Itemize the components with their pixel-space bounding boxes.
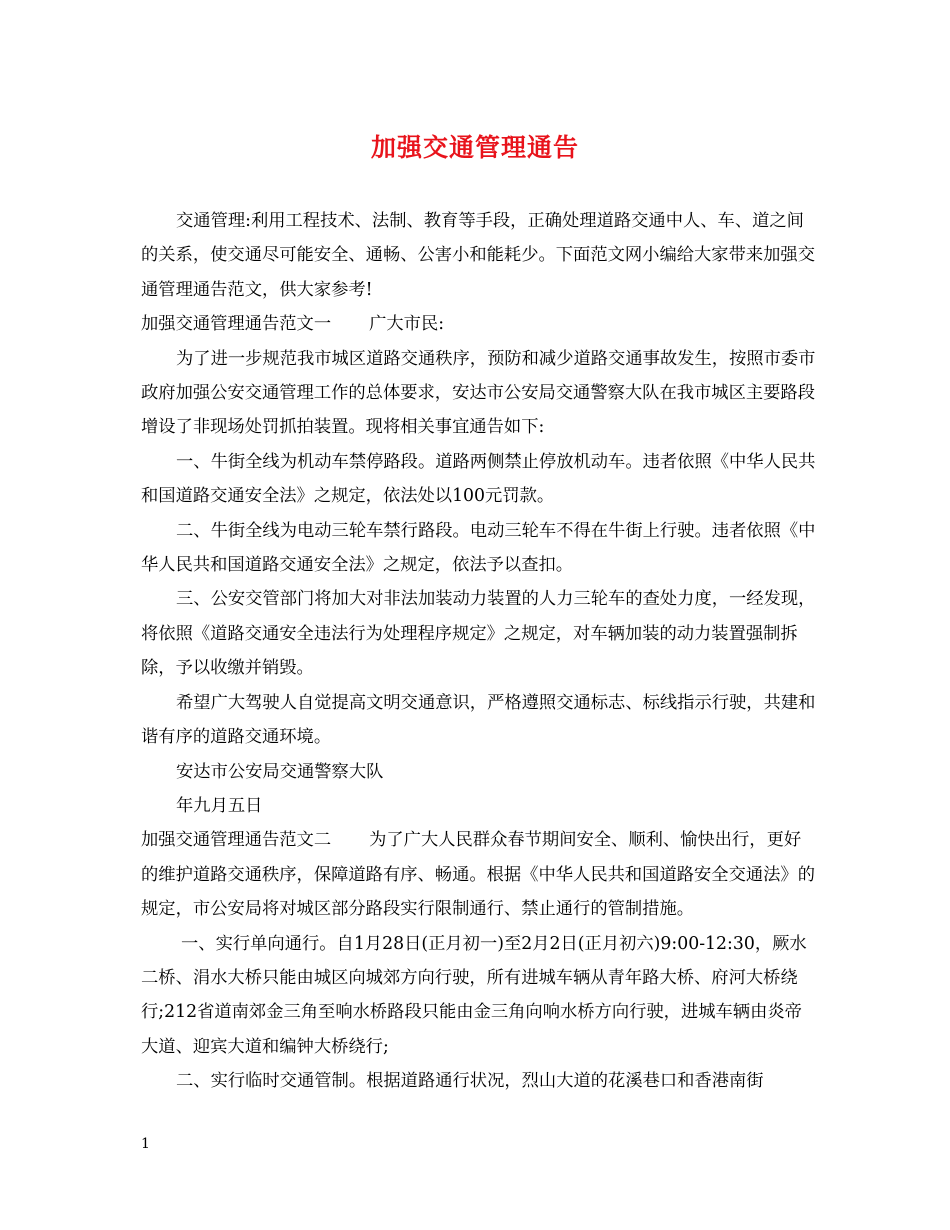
sample1-item-3: 三、公安交管部门将加大对非法加装动力装置的人力三轮车的查处力度，一经发现，将依照《道路交通安全违法行为处理程序规定》之规定，对车辆加装的动力装置强制拆除，予以收缴并销毁。 bbox=[141, 589, 816, 679]
document-title: 加强交通管理通告 bbox=[370, 133, 579, 162]
sample1-heading: 加强交通管理通告范文一 bbox=[141, 314, 332, 335]
sample1-salutation: 广大市民: bbox=[369, 314, 445, 335]
sample2-heading: 加强交通管理通告范文二 bbox=[141, 830, 332, 851]
page-number: 1 bbox=[141, 1136, 150, 1152]
sample2-item-2: 二、实行临时交通管制。根据道路通行状况，烈山大道的花溪巷口和香港南街 bbox=[176, 1071, 764, 1092]
sample1-date: 年九月五日 bbox=[176, 795, 263, 816]
sample1-item-1: 一、牛街全线为机动车禁停路段。道路两侧禁止停放机动车。违者依照《中华人民共和国道路交通安全法》之规定，依法处以100元罚款。 bbox=[141, 451, 816, 507]
sample1-heading-line bbox=[141, 307, 816, 341]
sample1-item-2: 二、牛街全线为电动三轮车禁行路段。电动三轮车不得在牛街上行驶。违者依照《中华人民共和国道路交通安全法》之规定，依法予以查扣。 bbox=[141, 520, 816, 576]
document-body bbox=[141, 204, 816, 1099]
sample1-paragraph: 为了进一步规范我市城区道路交通秩序，预防和减少道路交通事故发生，按照市委市政府加强公安交通管理工作的总体要求，安达市公安局交通警察大队在我市城区主要路段增设了非现场处罚抓拍装置。现将相关事宜通告如下: bbox=[141, 348, 816, 438]
sample2-lead-paragraph bbox=[141, 823, 816, 926]
sample1-closing: 希望广大驾驶人自觉提高文明交通意识，严格遵照交通标志、标线指示行驶，共建和谐有序的道路交通环境。 bbox=[141, 692, 816, 748]
sample2-lead: 为了广大人民群众春节期间安全、顺利、愉快出行，更好的维护道路交通秩序，保障道路有序、畅通。根据《中华人民共和国道路安全交通法》的规定，市公安局将对城区部分路段实行限制通行、禁止通行的管制措施。 bbox=[141, 830, 815, 920]
sample1-signature: 安达市公安局交通警察大队 bbox=[176, 761, 384, 782]
sample2-item-1: 一、实行单向通行。自1月28日(正月初一)至2月2日(正月初六)9:00-12:30，厥水二桥、涓水大桥只能由城区向城郊方向行驶，所有进城车辆从青年路大桥、府河大桥绕行;212省道南郊金三角至响水桥路段只能由金三角向响水桥方向行驶，进城车辆由炎帝大道、迎宾大道和编钟大桥绕行; bbox=[141, 933, 807, 1057]
intro-paragraph: 交通管理:利用工程技术、法制、教育等手段，正确处理道路交通中人、车、道之间的关系，使交通尽可能安全、通畅、公害小和能耗少。下面范文网小编给大家带来加强交通管理通告范文，供大家参考! bbox=[141, 211, 815, 300]
